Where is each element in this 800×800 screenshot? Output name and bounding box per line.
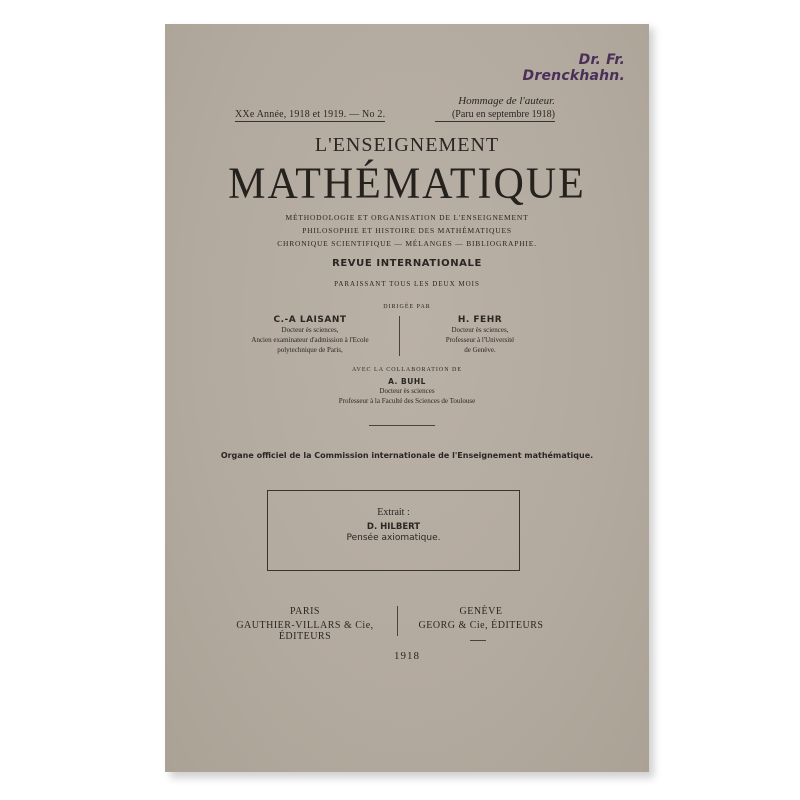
publishers-divider [397,606,398,636]
title-line-1: L'ENSEIGNEMENT [314,134,500,156]
owner-stamp: Dr. Fr. Drenckhahn. [522,52,625,84]
subtitle-1: MÉTHODOLOGIE ET ORGANISATION DE L'ENSEIGNEMENT [285,213,529,222]
publisher-name: GEORG & Cie, ÉDITEURS [418,620,544,631]
editor-credential: Docteur ès sciences, [281,326,339,334]
editor-name: H. FEHR [457,315,503,325]
section-rule [369,425,435,426]
frequency-label: PARAISSANT TOUS LES DEUX MOIS [334,280,480,288]
extract-box [267,490,520,571]
extract-label: Extrait : [377,507,410,518]
official-organ-line: Organe officiel de la Commission internationale de l'Enseignement mathématique. [220,451,594,460]
title-line-2: MATHÉMATIQUE [228,159,586,209]
hommage-note: Hommage de l'auteur. [458,95,555,107]
collaboration-label: AVEC LA COLLABORATION DE [351,367,463,373]
journal-cover [165,24,649,772]
editor-laisant [225,315,395,355]
issue-info: XXe Année, 1918 et 1919. — No 2. [235,109,386,120]
collaborator-credential: Professeur à la Faculté des Sciences de Toulouse [338,397,476,405]
subtitle-3: CHRONIQUE SCIENTIFIQUE — MÉLANGES — BIBLIOGRAPHIE. [277,239,537,248]
editor-credential: Ancien examinateur d'admission à l'Ecole [251,336,369,344]
collaborator-credential: Docteur ès sciences [379,387,435,395]
editors-divider [399,316,400,356]
extract-title: Pensée axiomatique. [346,533,441,543]
collaborator-buhl [165,377,649,406]
publisher-city: GENÈVE [459,606,503,617]
editor-credential: Docteur ès sciences, [451,326,509,334]
publisher-geneve [401,606,561,631]
collaborator-name: A. BUHL [388,377,426,386]
editor-fehr [405,315,555,355]
editor-name: C.-A LAISANT [273,315,347,325]
publisher-paris [215,606,395,642]
directed-by-label: DIRIGÉE PAR [383,304,431,310]
publisher-city: PARIS [290,606,320,617]
editor-credential: de Genève. [464,346,496,354]
revue-label: REVUE INTERNATIONALE [332,258,482,269]
editor-credential: Professeur à l'Université [445,336,515,344]
publication-date-note: (Paru en septembre 1918) [435,109,555,122]
subtitle-2: PHILOSOPHIE ET HISTOIRE DES MATHÉMATIQUES [302,226,512,235]
publication-year: 1918 [394,650,420,662]
editor-credential: polytechnique de Paris, [277,346,343,354]
extract-author: D. HILBERT [366,522,421,532]
publisher-rule [470,640,486,641]
publisher-name: GAUTHIER-VILLARS & Cie, ÉDITEURS [236,620,374,642]
